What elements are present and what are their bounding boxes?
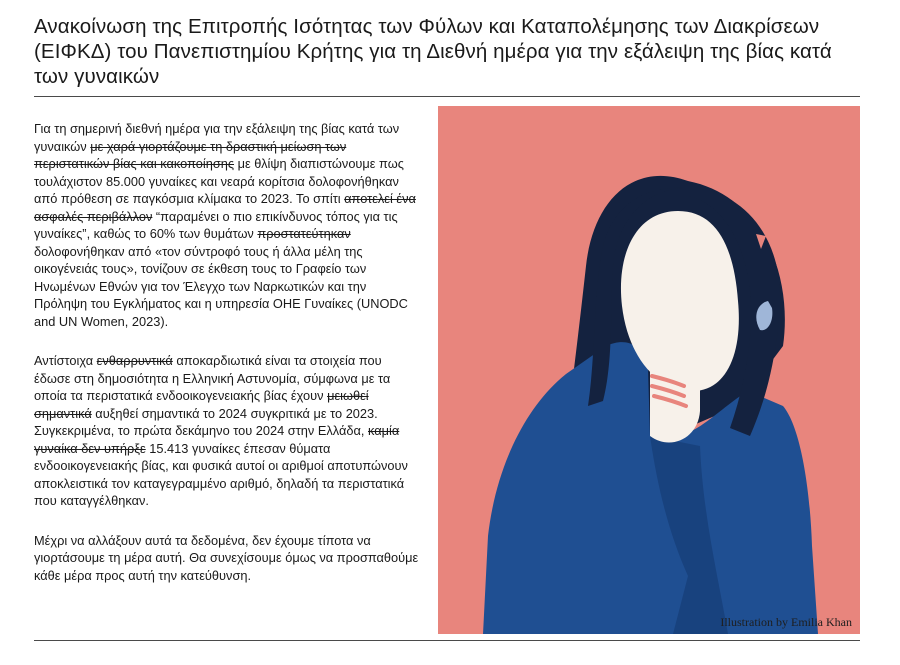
p1-strikethrough-3: προστατεύτηκαν (257, 226, 351, 241)
illustration (438, 106, 860, 634)
p2-strikethrough-1: ενθαρρυντικά (96, 353, 173, 368)
paragraph-3: Μέχρι να αλλάξουν αυτά τα δεδομένα, δεν έχουμε τίποτα να γιορτάσουμε τη μέρα αυτή. Θα συνεχίσουμε όμως να προσπαθούμε κάθε μέρα προς αυτή την κατεύθυνση. (34, 532, 419, 583)
p2-strikethrough-2: μειωθεί σημαντικά (34, 388, 369, 421)
p1-strikethrough-2: αποτελεί ένα ασφαλές περιβάλλον (34, 191, 416, 224)
paragraph-1 (34, 120, 420, 330)
p2-text-a: Αντίστοιχα (34, 353, 97, 368)
p2-text-d: 15.413 γυναίκες έπεσαν θύματα ενδοοικογενειακής βίας, και φυσικά αυτοί οι αριθμοί αποτυπώνουν αποκλειστικά τον καταγεγραμμένο αριθμό, δηλαδή τα περιστατικά που καταγγέλθηκαν. (34, 440, 408, 508)
top-divider (34, 96, 860, 97)
p1-text-c: “παραμένει ο πιο επικίνδυνος τόπος για τις γυναίκες”, καθώς το 60% των θυμάτων (34, 208, 398, 241)
bottom-divider (34, 640, 860, 641)
p2-strikethrough-3: καμία γυναίκα δεν υπήρξε (34, 423, 400, 456)
page-title: Ανακοίνωση της Επιτροπής Ισότητας των Φύλων και Καταπολέμησης των Διακρίσεων (ΕΙΦΚΔ) του Πανεπιστημίου Κρήτης για τη Διεθνή ημέρα για την εξάλειψη της βίας κατά των γυναικών (34, 15, 832, 88)
p2-text-c: αυξηθεί σημαντικά το 2024 συγκριτικά με το 2023. Συγκεκριμένα, το πρώτα δεκάμηνο του 2024 στην Ελλάδα, (34, 405, 378, 438)
woman-illustration (438, 106, 860, 634)
paragraph-2 (34, 352, 420, 510)
p2-text-b: αποκαρδιωτικά είναι τα στοιχεία που έδωσε στη δημοσιότητα η Ελληνική Αστυνομία, σύμφωνα με τα οποία τα περιστατικά ενδοοικογενειακής βίας έχουν (34, 353, 391, 403)
p1-text-d: δολοφονήθηκαν από «τον σύντροφό τους ή άλλα μέλη της οικογένειάς τους», τονίζουν σε έκθεση τους το Γραφείο των Ηνωμένων Εθνών για τον Έλεγχο των Ναρκωτικών και την Πρόληψη του Εγκλήματος και η υπηρεσία ΟΗΕ Γυναίκες (UNODC and UN Women, 2023). (34, 243, 408, 329)
p1-strikethrough-1: με χαρά γιορτάζουμε τη δραστική μείωση των περιστατικών βίας και κακοποίησης (34, 138, 347, 171)
p1-text-b: με θλίψη διαπιστώνουμε πως τουλάχιστον 85.000 γυναίκες και νεαρά κορίτσια δολοφονήθηκαν από πρόθεση σε παγκόσμια κλίμακα το 2023. Το σπίτι (34, 156, 404, 206)
article-body (34, 120, 420, 606)
illustration-credit: Illustration by Emilia Khan (720, 615, 852, 629)
p1-text-a: Για τη σημερινή διεθνή ημέρα για την εξάλειψη της βίας κατά των γυναικών (34, 121, 400, 154)
